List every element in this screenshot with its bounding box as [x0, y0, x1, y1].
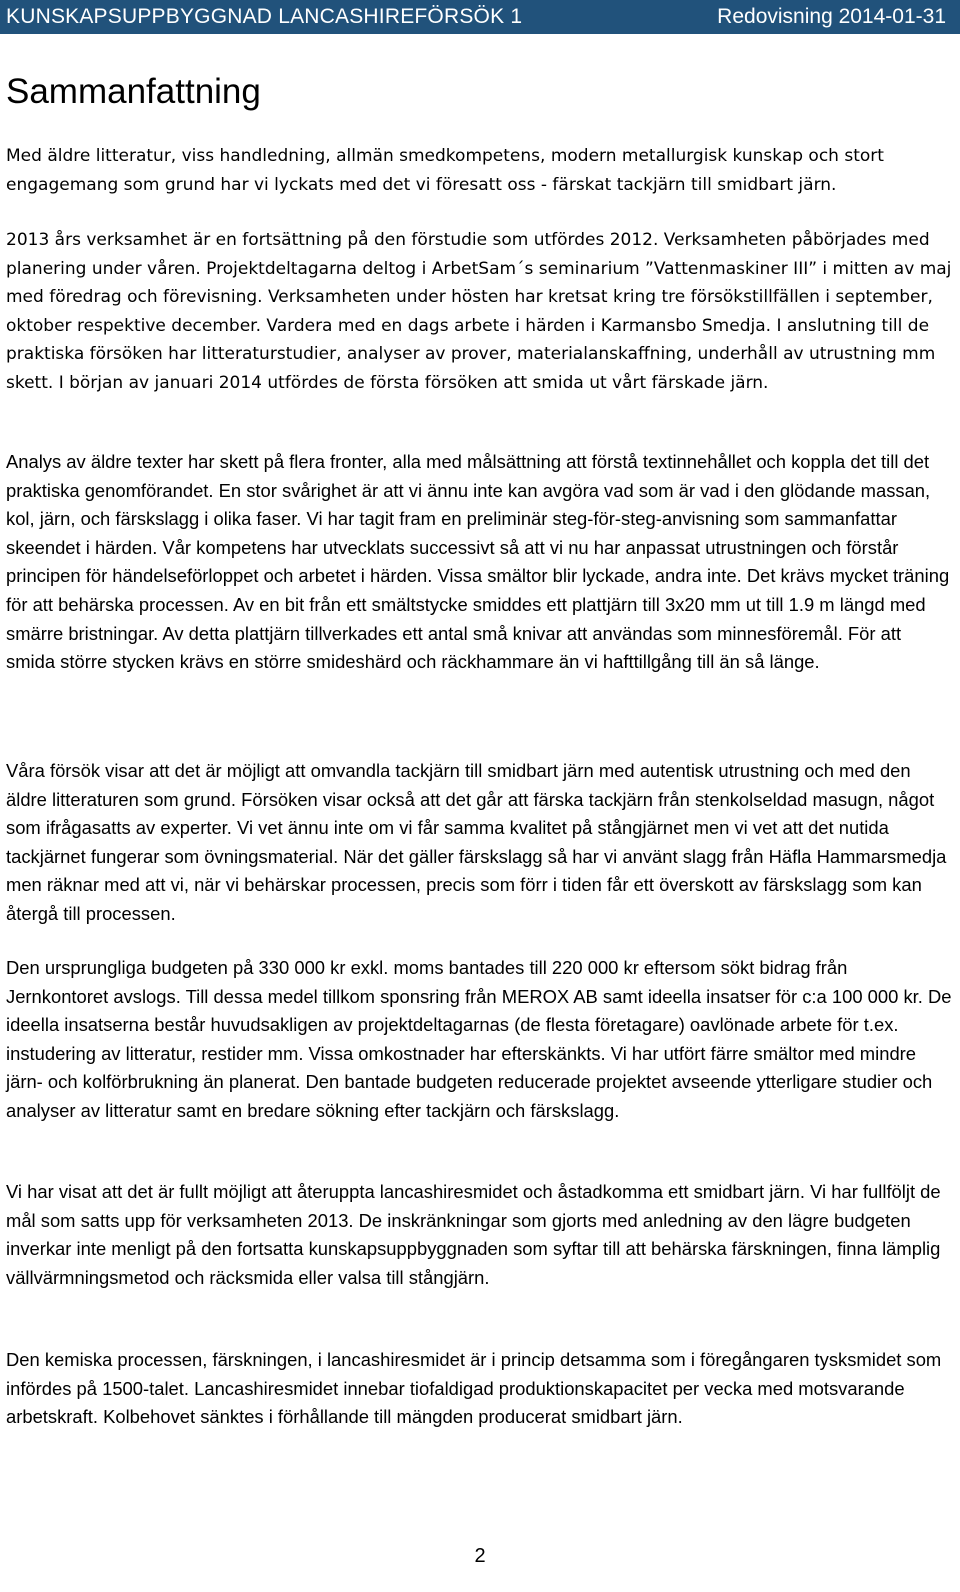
paragraph-activities: 2013 års verksamhet är en fortsättning på den förstudie som utfördes 2012. Verksamheten påbörjades med planering under våren. Projektdeltagarna deltog i ArbetSam´s seminarium ”Vattenmaskiner III” i mitten av maj med föredrag och förevisning. Verksamheten under hösten har kretsat kring tre försökstillfällen i september, oktober respektive december. Vardera med en dags arbete i härden i Karmansbo Smedja. I anslutning till de praktiska försöken har litteraturstudier, analyser av prover, materialanskaffning, underhåll av utrustning mm skett. I början av januari 2014 utfördes de första försöken att smida ut vårt färskade järn. — [6, 230, 952, 393]
section-heading: Sammanfattning — [6, 72, 261, 111]
paragraph-budget: Den ursprungliga budgeten på 330 000 kr exkl. moms bantades till 220 000 kr eftersom sökt bidrag från Jernkontoret avslogs. Till dessa medel tillkom sponsring från MEROX AB samt ideella insatser för c:a 100 000 kr. De ideella insatserna består huvudsakligen av projektdeltagarnas (de flesta företagare) oavlönade arbete för t.ex. instudering av litteratur, restider mm. Vissa omkostnader har efterskänkts. Vi har utfört färre smältor med mindre järn- och kolförbrukning än planerat. Den bantade budgeten reducerade projektet avseende ytterligare studier och analyser av litteratur samt en bredare sökning efter tackjärn och färskslagg. — [6, 957, 952, 1121]
page-header — [0, 0, 960, 34]
paragraph-intro: Med äldre litteratur, viss handledning, allmän smedkompetens, modern metallurgisk kunskap och stort engagemang som grund har vi lyckats med det vi föresatt oss - färskat tackjärn till smidbart järn. — [6, 146, 884, 195]
paragraph-conclusion: Vi har visat att det är fullt möjligt att återuppta lancashiresmidet och åstadkomma ett smidbart järn. Vi har fullföljt de mål som satts upp för verksamheten 2013. De inskränkningar som gjorts med anledning av den lägre budgeten inverkar inte menligt på den fortsatta kunskapsuppbyggnaden som syftar till att behärska färskningen, finna lämplig vällvärmningsmetod och räcksmida eller valsa till stångjärn. — [6, 1181, 941, 1288]
report-date: Redovisning 2014-01-31 — [717, 5, 946, 28]
paragraph-results: Våra försök visar att det är möjligt att omvandla tackjärn till smidbart järn med autentisk utrustning och med den äldre litteraturen som grund. Försöken visar också att det går att färska tackjärn från stenkolseldad masugn, något som ifrågasatts av experter. Vi vet ännu inte om vi får samma kvalitet på stångjärnet men vi vet att det nutida tackjärnet fungerar som övningsmaterial. När det gäller färskslagg så har vi använt slagg från Häfla Hammarsmedja men räknar med att vi, när vi behärskar processen, precis som förr i tiden får ett överskott av färskslagg som kan återgå till processen. — [6, 760, 947, 924]
page-number: 2 — [474, 1545, 486, 1567]
document-title: KUNSKAPSUPPBYGGNAD LANCASHIREFÖRSÖK 1 — [6, 5, 523, 28]
paragraph-chemical-process: Den kemiska processen, färskningen, i lancashiresmidet är i princip detsamma som i föregångaren tysksmidet som infördes på 1500-talet. Lancashiresmidet innebar tiofaldigad produktionskapacitet per vecka med motsvarande arbetskraft. Kolbehovet sänktes i förhållande till mängden producerat smidbart järn. — [6, 1349, 942, 1428]
paragraph-analysis: Analys av äldre texter har skett på flera fronter, alla med målsättning att förstå textinnehållet och koppla det till det praktiska genomförandet. En stor svårighet är att vi ännu inte kan avgöra vad som är vad i den glödande massan, kol, järn, och färskslagg i olika faser. Vi har tagit fram en preliminär steg-för-steg-anvisning som sammanfattar skeendet i härden. Vår kompetens har utvecklats successivt så att vi nu har anpassat utrustningen och förstår principen för händelseförloppet och arbetet i härden. Vissa smältor blir lyckade, andra inte. Det krävs mycket träning för att behärska processen. Av en bit från ett smältstycke smiddes ett plattjärn till 3x20 mm ut till 1.9 m längd med smärre bristningar. Av detta plattjärn tillverkades ett antal små knivar att användas som minnesföremål. För att smida större stycken krävs en större smideshärd och räckhammare än vi hafttillgång till än så länge. — [6, 451, 950, 673]
